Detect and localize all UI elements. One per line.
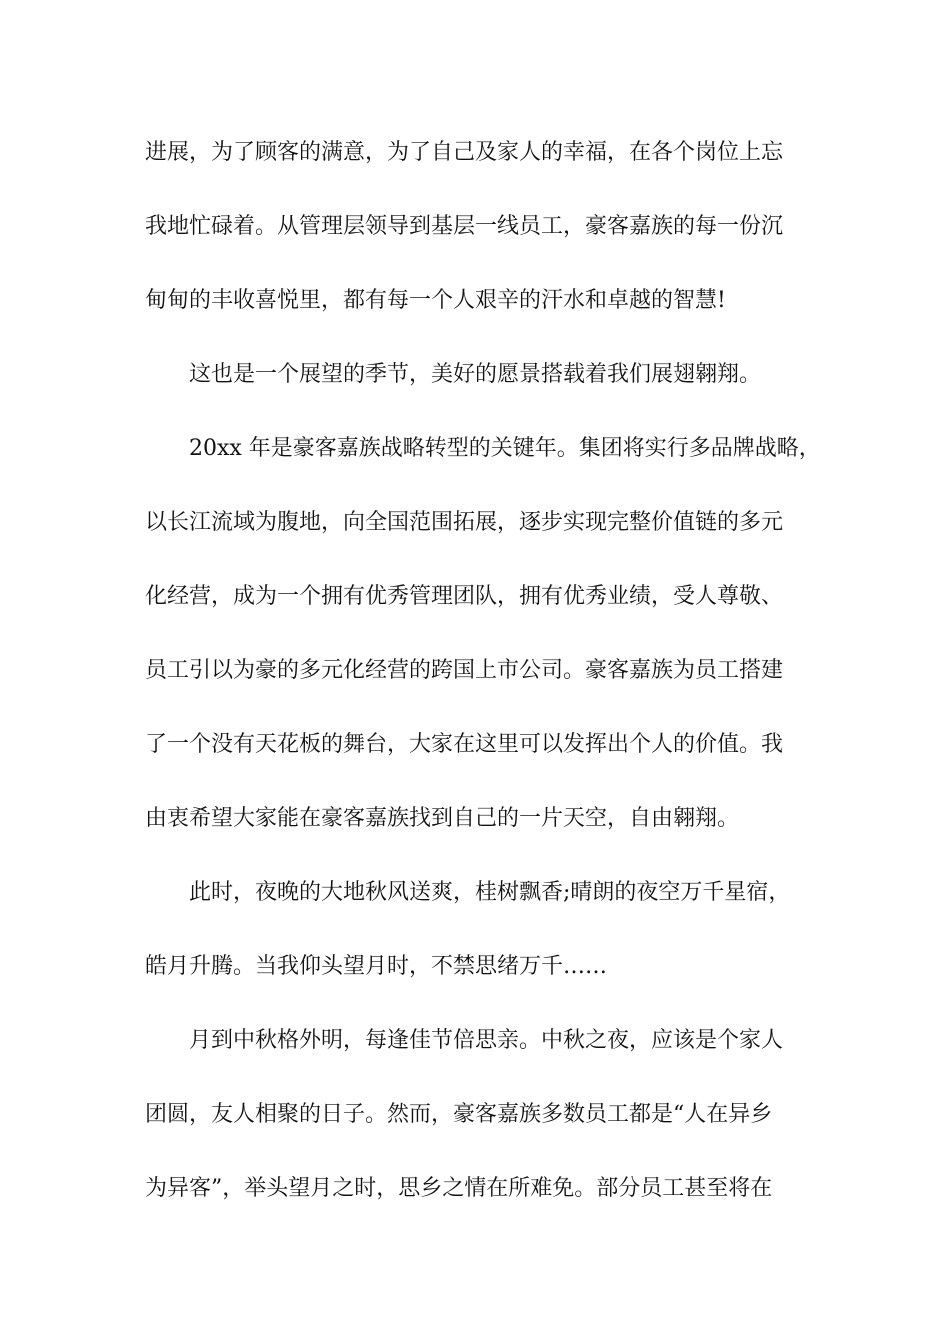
text-line: 甸甸的丰收喜悦里，都有每一个人艰辛的汗水和卓越的智慧! (145, 288, 726, 313)
text-line: 皓月升腾。当我仰头望月时，不禁思绪万千…… (145, 954, 608, 979)
text-line: 了一个没有天花板的舞台，大家在这里可以发挥出个人的价值。我 (145, 732, 784, 757)
text-line: 员工引以为豪的多元化经营的跨国上市公司。豪客嘉族为员工搭建 (145, 658, 784, 683)
paragraph-first-line: 此时，夜晚的大地秋风送爽，桂树飘香;晴朗的夜空万千星宿， (189, 880, 791, 905)
text-line: 我地忙碌着。从管理层领导到基层一线员工，豪客嘉族的每一份沉 (145, 214, 784, 239)
text-line: 为异客”，举头望月之时，思乡之情在所难免。部分员工甚至将在 (145, 1176, 773, 1201)
text-line: 由衷希望大家能在豪客嘉族找到自己的一片天空，自由翱翔。 (145, 806, 740, 831)
paragraph-first-line: 20xx 年是豪客嘉族战略转型的关键年。集团将实行多品牌战略， (189, 436, 821, 461)
document-body (145, 131, 825, 1241)
paragraph-first-line: 月到中秋格外明，每逢佳节倍思亲。中秋之夜，应该是个家人 (189, 1028, 784, 1053)
text-line: 以长江流域为腹地，向全国范围拓展，逐步实现完整价值链的多元 (145, 510, 784, 535)
paragraph-first-line: 这也是一个展望的季节，美好的愿景搭载着我们展翅翱翔。 (189, 362, 762, 387)
text-line: 进展，为了顾客的满意，为了自己及家人的幸福，在各个岗位上忘 (145, 140, 784, 165)
text-line: 团圆，友人相聚的日子。然而，豪客嘉族多数员工都是“人在异乡 (145, 1102, 773, 1127)
text-line: 化经营，成为一个拥有优秀管理团队，拥有优秀业绩，受人尊敬、 (145, 584, 784, 609)
